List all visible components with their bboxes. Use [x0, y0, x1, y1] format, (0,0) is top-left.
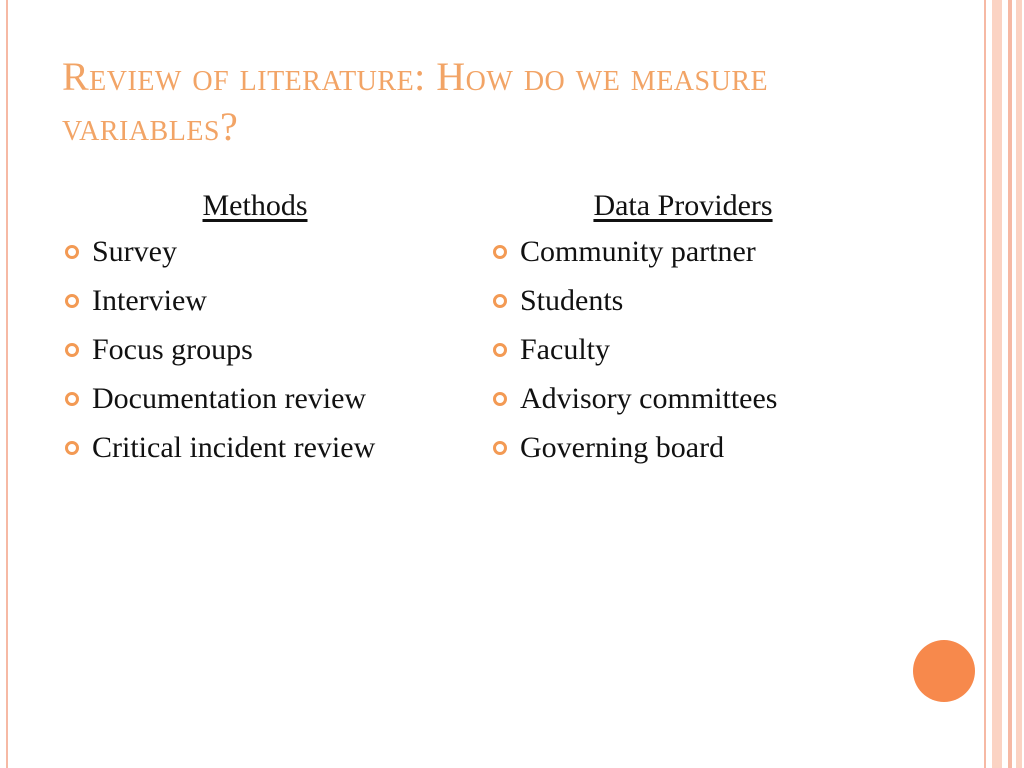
list-item-label: Advisory committees	[520, 382, 778, 415]
list-item-label: Interview	[92, 284, 207, 317]
ring-bullet-icon	[65, 392, 79, 406]
providers-column	[490, 186, 890, 477]
stripe-1	[984, 0, 986, 768]
ring-bullet-icon	[65, 343, 79, 357]
list-item	[490, 428, 890, 468]
ring-bullet-icon	[65, 294, 79, 308]
list-item-label: Community partner	[520, 235, 756, 268]
ring-bullet-icon	[493, 441, 507, 455]
methods-heading: Methods	[202, 189, 308, 222]
list-item-label: Survey	[92, 235, 177, 268]
ring-bullet-icon	[65, 441, 79, 455]
stripe-3	[1008, 0, 1012, 768]
list-item	[490, 281, 890, 321]
providers-list	[490, 232, 890, 468]
list-item-label: Focus groups	[92, 333, 253, 366]
slide-title: Review of literature: How do we measure variables?	[62, 54, 769, 149]
list-item	[490, 232, 890, 272]
ring-bullet-icon	[65, 245, 79, 259]
list-item	[62, 428, 462, 468]
methods-column	[62, 186, 462, 477]
list-item	[490, 330, 890, 370]
list-item-label: Critical incident review	[92, 431, 376, 464]
ring-bullet-icon	[493, 343, 507, 357]
list-item	[62, 232, 462, 272]
left-border-line	[6, 0, 8, 768]
list-item-label: Faculty	[520, 333, 610, 366]
list-item	[62, 281, 462, 321]
ring-bullet-icon	[493, 245, 507, 259]
list-item	[490, 379, 890, 419]
stripe-4	[1016, 0, 1022, 768]
list-item-label: Governing board	[520, 431, 725, 464]
list-item-label: Students	[520, 284, 624, 317]
orange-circle-icon	[913, 640, 975, 702]
list-item	[62, 379, 462, 419]
providers-heading: Data Providers	[593, 189, 773, 222]
stripe-2	[992, 0, 1002, 768]
list-item	[62, 330, 462, 370]
methods-list	[62, 232, 462, 468]
right-border-stripes	[980, 0, 1024, 768]
ring-bullet-icon	[493, 294, 507, 308]
list-item-label: Documentation review	[92, 382, 367, 415]
ring-bullet-icon	[493, 392, 507, 406]
